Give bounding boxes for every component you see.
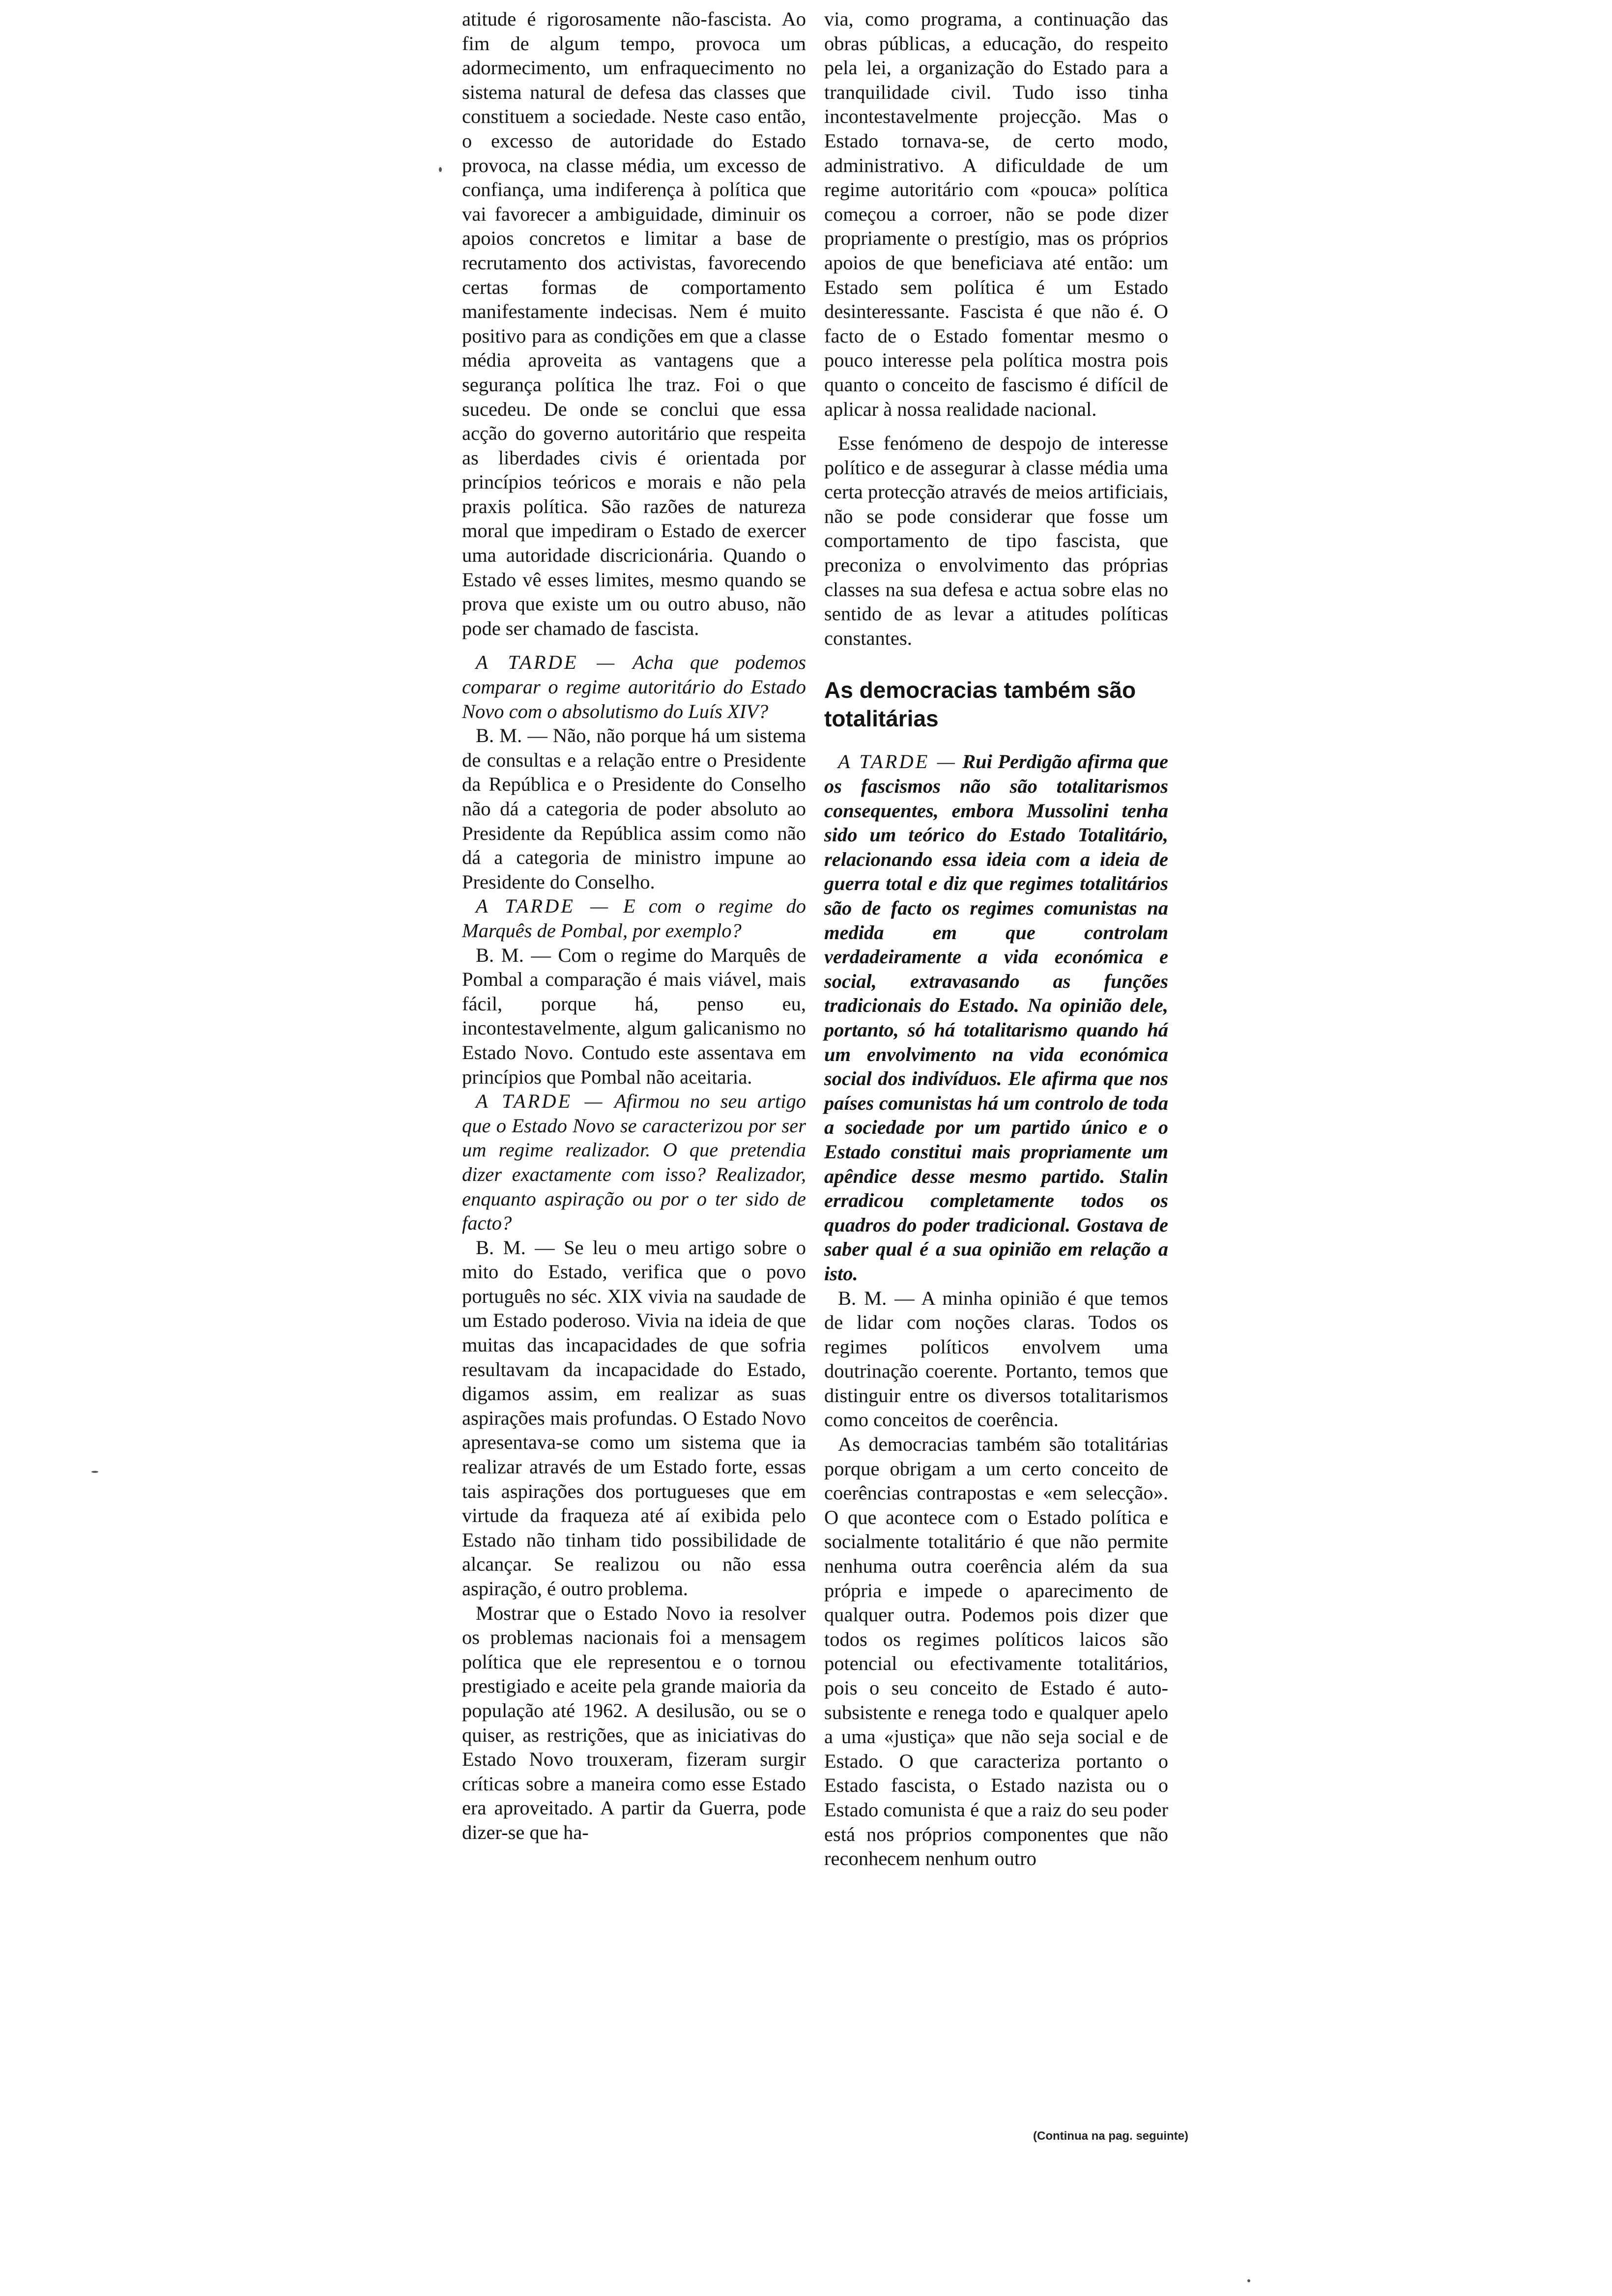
answer-paragraph: B. M. — A minha opinião é que temos de lidar com noções claras. Todos os regimes políticos envolvem uma doutrinação coerente. Portanto, temos que distinguir entre os diversos totalitarismos como conceitos de coerência. — [824, 1287, 1168, 1431]
left-column — [462, 7, 806, 1845]
question-text: Rui Perdigão afirma que os fascismos não são totalitarismos consequentes, embora Mussolini tenha sido um teórico do Estado Totalitário, relacionando essa ideia com a ideia de guerra total e diz que regimes totalitários são de facto os regimes comunistas na medida em que controlam verdadeiramente a vida económica e social, extravasando as funções tradicionais do Estado. Na opinião dele, portanto, só há totalitarismo quando há um envolvimento na vida económica social dos indivíduos. Ele afirma que nos países comunistas há um controlo de toda a sociedade por um partido único e o Estado constitui mais propriamente um apêndice desse mesmo partido. Stalin erradicou completamente todos os quadros do poder tradicional. Gostava de saber qual é a sua opinião em relação a isto. — [824, 750, 1168, 1285]
right-column — [824, 7, 1168, 1871]
paragraph: Esse fenómeno de despojo de interesse político e de assegurar à classe média uma certa protecção através de meios artificiais, não se pode considerar que fosse um comportamento de tipo fascista, que preconiza o envolvimento das próprias classes na sua defesa e actua sobre elas no sentido de as levar a atitudes políticas constantes. — [824, 432, 1168, 649]
question-lead: A TARDE — — [838, 750, 957, 773]
scan-speck — [91, 1471, 98, 1473]
scan-speck — [439, 167, 442, 172]
interview-question — [824, 749, 1168, 1286]
scan-speck — [1247, 2279, 1250, 2282]
answer-paragraph: B. M. — Não, não porque há um sistema de consultas e a relação entre o Presidente da República e o Presidente do Conselho não dá a categoria de poder absoluto ao Presidente da República assim como não dá a categoria de ministro impune ao Presidente do Conselho. — [462, 724, 806, 893]
paragraph: Mostrar que o Estado Novo ia resolver os problemas nacionais foi a mensagem política que ele representou e o tornou prestigiado e aceite pela grande maioria da população até 1962. A desilusão, ou se o quiser, as restrições, que as iniciativas do Estado Novo trouxeram, fizeram surgir críticas sobre a maneira como esse Estado era aproveitado. A partir da Guerra, pode dizer-se que ha- — [462, 1602, 806, 1843]
question-text: Acha que podemos comparar o regime autoritário do Estado Novo com o absolutismo do Luís XIV? — [462, 651, 806, 722]
paragraph: via, como programa, a continuação das obras públicas, a educação, do respeito pela lei, a organização do Estado para a tranquilidade civil. Tudo isso tinha incontestavelmente projecção. Mas o Estado tornava-se, de certo modo, administrativo. A dificuldade de um regime autoritário com «pouca» política começou a corroer, não se pode dizer propriamente o prestígio, mas os próprios apoios de que beneficiava até então: um Estado sem política é um Estado desinteressante. Fascista é que não é. O facto de o Estado fomentar mesmo o pouco interesse pela política mostra pois quanto o conceito de fascismo é difícil de aplicar à nossa realidade nacional. — [824, 8, 1168, 420]
question-text: E com o regime do Marquês de Pombal, por exemplo? — [462, 895, 806, 942]
answer-paragraph: B. M. — Com o regime do Marquês de Pombal a comparação é mais viável, mais fácil, porque há, penso eu, incontestavelmente, algum galicanismo no Estado Novo. Contudo este assentava em princípios que Pombal não aceitaria. — [462, 944, 806, 1088]
question-lead: A TARDE — — [476, 895, 610, 918]
interview-question — [462, 650, 806, 723]
paragraph: As democracias também são totalitárias porque obrigam a um certo conceito de coerências contrapostas e «em selecção». O que acontece com o Estado política e socialmente totalitário é que não permite nenhuma outra coerência além da sua própria e impede o aparecimento de qualquer outra. Podemos pois dizer que todos os regimes políticos laicos são potencial ou efectivamente totalitários, pois o seu conceito de Estado é auto-subsistente e renega todo e qualquer apelo a uma «justiça» que não seja social e de Estado. O que caracteriza portanto o Estado fascista, o Estado nazista ou o Estado comunista é que a raiz do seu poder está nos próprios componentes que não reconhecem nenhum outro — [824, 1433, 1168, 1870]
paragraph: atitude é rigorosamente não-fascista. Ao fim de algum tempo, provoca um adormecimento, um enfraquecimento no sistema natural de defesa das classes que constituem a sociedade. Neste caso então, o excesso de autoridade do Estado provoca, na classe média, um excesso de confiança, uma indiferença à política que vai favorecer a ambiguidade, diminuir os apoios concretos e limitar a base de recrutamento dos activistas, favorecendo certas formas de comportamento manifestamente indecisas. Nem é muito positivo para as condições em que a classe média aproveita as vantagens que a segurança política lhe traz. Foi o que sucedeu. De onde se conclui que essa acção do governo autoritário que respeita as liberdades civis é orientada por princípios teóricos e morais e não pela praxis política. São razões de natureza moral que impediram o Estado de exercer uma autoridade discricionária. Quando o Estado vê esses limites, mesmo quando se prova que existe um ou outro abuso, não pode ser chamado de fascista. — [462, 8, 806, 639]
question-lead: A TARDE — — [476, 1090, 604, 1113]
continuation-note: (Continua na pag. seguinte) — [1033, 2129, 1188, 2143]
subheading: As democracias também são totalitárias — [824, 677, 1136, 732]
answer-paragraph: B. M. — Se leu o meu artigo sobre o mito do Estado, verifica que o povo português no séc. XIX vivia na saudade de um Estado poderoso. Vivia na ideia de que muitas das incapacidades de que sofria resultavam da incapacidade do Estado, digamos assim, em realizar as suas aspirações mais profundas. O Estado Novo apresentava-se como um sistema que ia realizar através de um Estado forte, essas tais aspirações dos portugueses que em virtude da fraqueza até aí exibida pelo Estado não tinham tido possibilidade de alcançar. Se realizou ou não essa aspiração, é outro problema. — [462, 1236, 806, 1600]
question-lead: A TARDE — — [476, 651, 617, 674]
interview-question — [462, 894, 806, 943]
question-text: Afirmou no seu artigo que o Estado Novo se caracterizou por ser um regime realizador. O que pretendia dizer exactamente com isso? Realizador, enquanto aspiração ou por o ter sido de facto? — [462, 1090, 806, 1234]
interview-question — [462, 1089, 806, 1235]
